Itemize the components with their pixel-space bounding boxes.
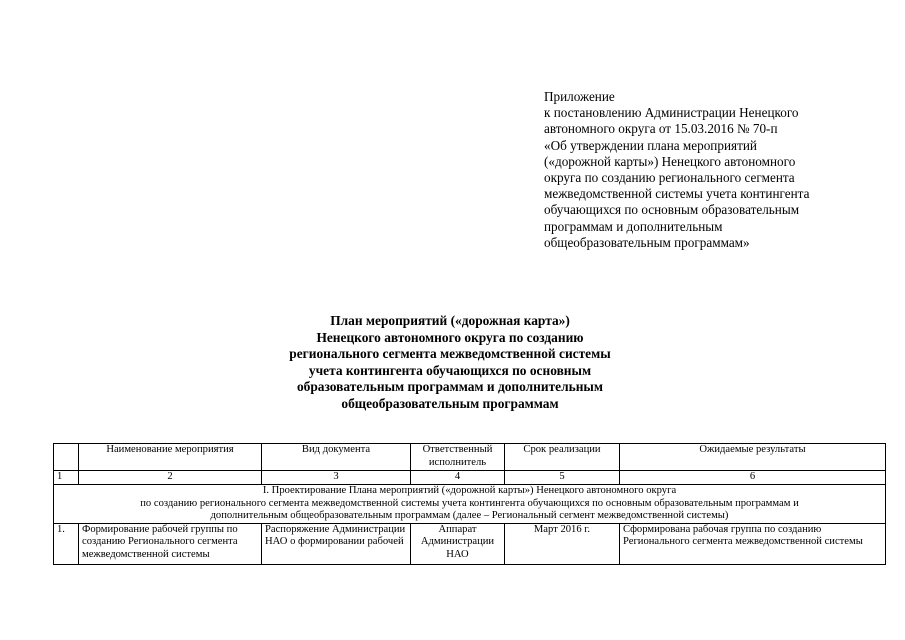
column-number: 5 — [505, 471, 620, 485]
column-number: 6 — [620, 471, 886, 485]
appendix-line: программам и дополнительным — [544, 218, 723, 234]
header-cell-name: Наименование мероприятия — [79, 444, 262, 471]
header-cell-executor: Ответственный исполнитель — [411, 444, 505, 471]
table-row — [54, 523, 886, 564]
header-cell-doc: Вид документа — [262, 444, 411, 471]
header-cell-num — [54, 444, 79, 471]
column-number: 1 — [54, 471, 79, 485]
appendix-line: «Об утверждении плана мероприятий — [544, 137, 757, 153]
title-line: регионального сегмента межведомственной системы — [289, 346, 611, 362]
appendix-line: обучающихся по основным образовательным — [544, 202, 800, 218]
plan-table — [53, 443, 886, 565]
column-number: 4 — [411, 471, 505, 485]
row-executor: Аппарат Администрации НАО — [411, 523, 505, 564]
title-line: образовательным программам и дополнительным — [296, 379, 604, 395]
page-bottom-margin — [0, 598, 905, 640]
column-number: 3 — [262, 471, 411, 485]
table-header-row — [54, 444, 886, 471]
title-line: План мероприятий («дорожная карта») — [330, 313, 570, 328]
appendix-line: округа по созданию регионального сегмента — [544, 170, 795, 186]
title-line: учета контингента обучающихся по основным — [308, 362, 592, 378]
column-number-row — [54, 471, 886, 485]
appendix-line: межведомственной системы учета контингента — [544, 186, 810, 202]
row-number: 1. — [54, 523, 79, 564]
appendix-line: автономного округа от 15.03.2016 № 70-п — [544, 121, 778, 137]
section-heading-line: I. Проектирование Плана мероприятий («дорожной карты») Ненецкого автономного округа — [262, 485, 677, 496]
document-title — [250, 313, 650, 413]
header-cell-result: Ожидаемые результаты — [620, 444, 886, 471]
section-heading-line: дополнительным общеобразовательным программам (далее – Региональный сегмент межведомственной системы) — [210, 510, 729, 522]
appendix-line: Приложение — [544, 89, 615, 104]
appendix-line: («дорожной карты») Ненецкого автономного — [544, 153, 796, 169]
section-heading-line: по созданию регионального сегмента межведомственной системы учета контингента обучающихся по основным образовательным программам и — [140, 497, 799, 509]
section-heading — [54, 485, 886, 524]
title-line: Ненецкого автономного округа по созданию — [316, 329, 584, 345]
row-document-type: Распоряжение Администрации НАО о формировании рабочей — [262, 523, 411, 564]
row-expected-result: Сформирована рабочая группа по созданию Регионального сегмента межведомственной системы — [620, 523, 886, 564]
appendix-line: к постановлению Администрации Ненецкого — [544, 105, 799, 121]
appendix-block — [544, 89, 864, 251]
column-number: 2 — [79, 471, 262, 485]
section-heading-row — [54, 485, 886, 524]
title-line: общеобразовательным программам — [341, 395, 559, 411]
appendix-line: общеобразовательным программам» — [544, 234, 750, 250]
row-term: Март 2016 г. — [505, 523, 620, 564]
header-cell-term: Срок реализации — [505, 444, 620, 471]
row-event-name: Формирование рабочей группы по созданию Регионального сегмента межведомственной системы — [79, 523, 262, 564]
